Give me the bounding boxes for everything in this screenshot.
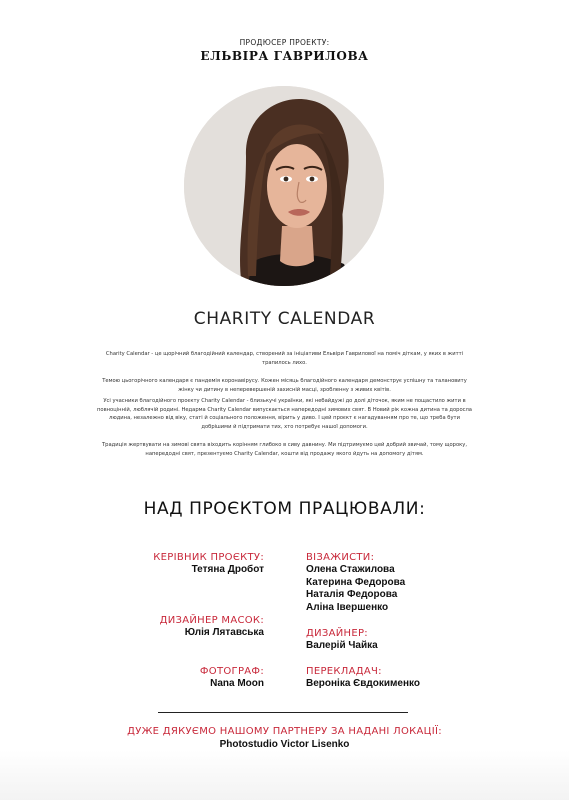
credit-translator — [306, 666, 496, 691]
credit-person: Валерій Чайка — [306, 640, 378, 651]
team-heading: НАД ПРОЄКТОМ ПРАЦЮВАЛИ: — [143, 499, 426, 519]
credit-project-lead — [100, 552, 264, 577]
footer-divider — [158, 712, 408, 713]
theme-paragraph: Темою цьогорічного календаря є пандемія коронавірусу. Кожен місяць благодійного календаря демонструє успішну та талановиту жінку чи дитину в неперевершеній захисній масці, зробленну з живих квітів. — [102, 378, 467, 393]
credit-person: Аліна Івершенко — [306, 601, 389, 613]
intro-paragraph: Charity Calendar - це щорічний благодійний календар, створений за ініціативи Ельвіри Гаврилової на поміч діткам, у яких в житті трапилось лихо. — [105, 351, 464, 366]
credit-designer — [306, 628, 496, 653]
credit-person: Nana Moon — [210, 678, 264, 689]
credit-role: ФОТОГРАФ: — [199, 666, 264, 677]
partner-thanks: ДУЖЕ ДЯКУЄМО НАШОМУ ПАРТНЕРУ ЗА НАДАНІ ЛОКАЦІЇ: — [127, 726, 442, 737]
partner-name: Photostudio Victor Lisenko — [219, 739, 350, 750]
credit-person: Олена Стажилова — [306, 564, 395, 575]
producer-name: ЕЛЬВІРА ГАВРИЛОВА — [200, 49, 369, 63]
credit-role: ДИЗАЙНЕР МАСОК: — [159, 615, 264, 626]
credit-person: Катерина Федорова — [306, 576, 406, 588]
credit-role: ПЕРЕКЛАДАЧ: — [306, 666, 382, 677]
bottom-shadow — [0, 750, 569, 800]
producer-label: ПРОДЮСЕР ПРОЕКТУ: — [239, 38, 330, 47]
credit-mask-designer — [100, 615, 264, 640]
tradition-paragraph: Традиція жертвувати на зимові свята віходить корінням глибоко в сиву давнину. Ми підтримуємо цей добрий звичай, тому щороку, напередодні свят, презентуємо Charity Calendar, кошти від продажу якого йдуть на допомогу дітям. — [102, 442, 467, 457]
page-title: CHARITY CALENDAR — [193, 309, 376, 329]
credit-person: Юлія Лятавська — [184, 627, 264, 638]
credit-role: ВІЗАЖИСТИ: — [306, 552, 375, 563]
credit-role: КЕРІВНИК ПРОЄКТУ: — [153, 552, 264, 563]
credit-person: Наталія Федорова — [306, 589, 398, 600]
credit-makeup-artists — [306, 552, 496, 614]
credit-person: Тетяна Дробот — [191, 564, 264, 575]
portrait-illustration — [184, 86, 384, 286]
credit-role: ДИЗАЙНЕР: — [306, 628, 368, 639]
credit-photographer — [100, 666, 264, 691]
producer-portrait — [184, 86, 384, 286]
participants-paragraph: Усі учасники благодійного проєкту Charity Calendar - близькучі українки, які небайдужі до долі діточок, яким не пощастило жити в повноцінній, люблячій родині. Недарма Charity Calendar випускається напередодні зимових свят. В Новий рік кожна дитина та доросла людина, незалежно від віку, статі й соціального положення, вірить у диво. І цей проєкт є нагадуванням про те, що треба бути добрішими й підтримати тих, хто потребує нашої допомоги. — [97, 398, 472, 430]
credit-person: Вероніка Євдокименко — [306, 678, 421, 689]
